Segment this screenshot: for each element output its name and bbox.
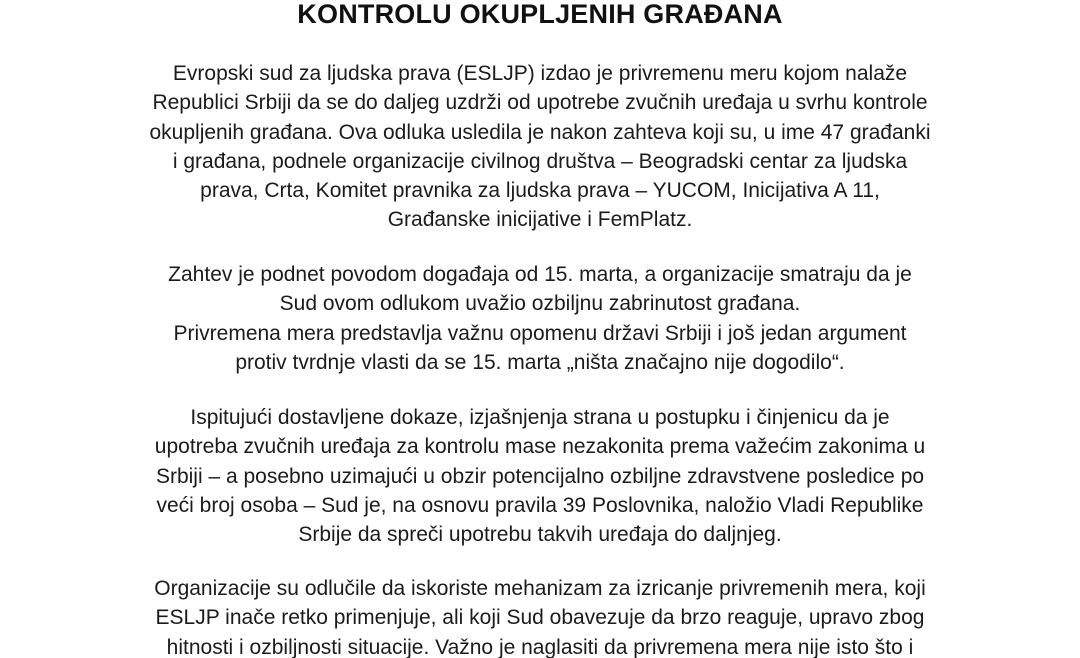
paragraph-line: Srbiji – a posebno uzimajući u obzir potencijalno ozbiljne zdravstvene posledice po xyxy=(155,464,925,488)
paragraph-line: Republici Srbiji da se do daljeg uzdrži od upotrebe zvučnih uređaja u svrhu kontrole xyxy=(152,91,928,115)
paragraph-line: okupljenih građana. Ova odluka usledila je nakon zahteva koji su, u ime 47 građanki xyxy=(149,120,931,144)
paragraph-line: Privremena mera predstavlja važnu opomenu državi Srbiji i još jedan argument xyxy=(173,321,907,345)
paragraph-3 xyxy=(0,403,1080,549)
paragraph-line: protiv tvrdnje vlasti da se 15. marta „ništa značajno nije dogodilo“. xyxy=(235,350,845,374)
paragraph-line: Organizacije su odlučile da iskoriste mehanizam za izricanje privremenih mera, koji xyxy=(154,577,926,600)
paragraph-line: Srbije da spreči upotrebu takvih uređaja do daljnjeg. xyxy=(298,523,782,547)
paragraph-line: veći broj osoba – Sud je, na osnovu pravila 39 Poslovnika, naložio Vladi Republike xyxy=(156,493,924,517)
document-title: KONTROLU OKUPLJENIH GRAĐANA xyxy=(297,0,783,29)
paragraph-2 xyxy=(0,260,1080,377)
paragraph-line: hitnosti i ozbiljnosti situacije. Važno je naglasiti da privremena mera nije isto što i xyxy=(166,635,914,658)
paragraph-line: Sud ovom odlukom uvažio ozbiljnu zabrinutost građana. xyxy=(279,292,801,316)
paragraph-4 xyxy=(0,574,1080,658)
paragraph-line: Zahtev je podnet povodom događaja od 15. marta, a organizacije smatraju da je xyxy=(168,263,912,286)
paragraph-line: prava, Crta, Komitet pravnika za ljudska prava – YUCOM, Inicijativa A 11, xyxy=(200,179,880,203)
paragraph-line: Evropski sud za ljudska prava (ESLJP) izdao je privremenu meru kojom nalaže xyxy=(172,62,908,85)
paragraph-line: ESLJP inače retko primenjuje, ali koji Sud obavezuje da brzo reaguje, upravo zbog xyxy=(155,606,925,630)
paragraph-line: Građanske inicijative i FemPlatz. xyxy=(387,208,693,232)
paragraph-1 xyxy=(0,59,1080,235)
paragraph-line: upotreba zvučnih uređaja za kontrolu mase nezakonita prema važećim zakonima u xyxy=(154,435,926,459)
paragraph-line: i građana, podnele organizacije civilnog društva – Beogradski centar za ljudska xyxy=(172,149,908,173)
paragraph-line: Ispitujući dostavljene dokaze, izjašnjenja strana u postupku i činjenicu da je xyxy=(190,406,890,429)
